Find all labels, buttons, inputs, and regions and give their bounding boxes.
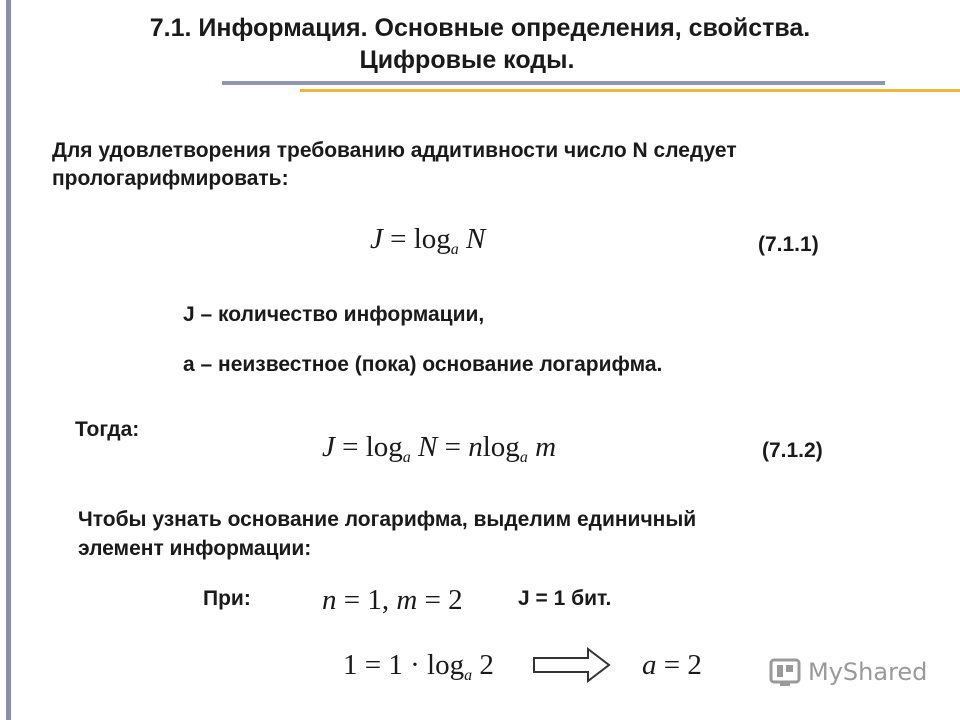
formula-7-1-1 [370, 222, 485, 256]
watermark-text: MyShared [808, 658, 928, 686]
intro-text-line1: Для удовлетворения требованию аддитивности число N следует [52, 139, 737, 162]
myshared-watermark [768, 655, 927, 689]
formula-7-1-2 [322, 430, 556, 464]
formula-var: m [396, 584, 418, 616]
formula-var: n [468, 431, 483, 463]
slide-title-line2: Цифровые коды. [359, 46, 575, 74]
formula-base: a [519, 449, 528, 466]
myshared-logo-icon [768, 655, 802, 689]
left-accent-rule [6, 0, 11, 720]
formula-base: a [464, 667, 473, 684]
title-underline-gold [300, 89, 960, 92]
formula-op: = 1, [336, 584, 397, 616]
when-label: При: [203, 587, 251, 610]
formula-op: = 2 [656, 649, 702, 681]
find-base-line1: Чтобы узнать основание логарифма, выделим единичный [78, 508, 697, 531]
formula-arg: N [410, 431, 438, 463]
definition-a: a – неизвестное (пока) основание логарифма. [183, 353, 663, 376]
formula-base: a [450, 241, 459, 258]
formula-arg: 2 [472, 649, 494, 681]
formula-fn: log [365, 431, 403, 463]
formula-arg: m [527, 431, 557, 463]
formula-op: = 2 [417, 584, 463, 616]
formula-fn: log [427, 649, 465, 681]
slide-title-line1: 7.1. Информация. Основные определения, свойства. [149, 14, 811, 42]
formula-op: = [382, 223, 414, 255]
intro-text-line2: прологарифмировать: [52, 167, 289, 190]
equation-number-7-1-2: (7.1.2) [762, 439, 823, 462]
formula-fn: log [413, 223, 451, 255]
formula-var: n [322, 584, 337, 616]
formula-fn: log [482, 431, 520, 463]
formula-var: a [642, 649, 657, 681]
formula-arg: N [458, 223, 486, 255]
formula-lhs: 1 = 1 · [343, 649, 428, 681]
formula-var: J [322, 431, 335, 463]
formula-condition [322, 583, 463, 617]
formula-op: = [334, 431, 366, 463]
implies-arrow-icon [532, 645, 612, 685]
title-underline-gray [222, 81, 885, 85]
definition-j: J – количество информации, [183, 303, 485, 326]
formula-result [642, 648, 702, 682]
equation-number-7-1-1: (7.1.1) [758, 233, 819, 256]
find-base-line2: элемент информации: [78, 537, 312, 560]
result-label: J = 1 бит. [518, 587, 612, 610]
formula-op: = [437, 431, 469, 463]
formula-var: J [370, 223, 383, 255]
formula-base: a [402, 449, 411, 466]
formula-unit [343, 648, 494, 682]
then-label: Тогда: [75, 418, 140, 441]
